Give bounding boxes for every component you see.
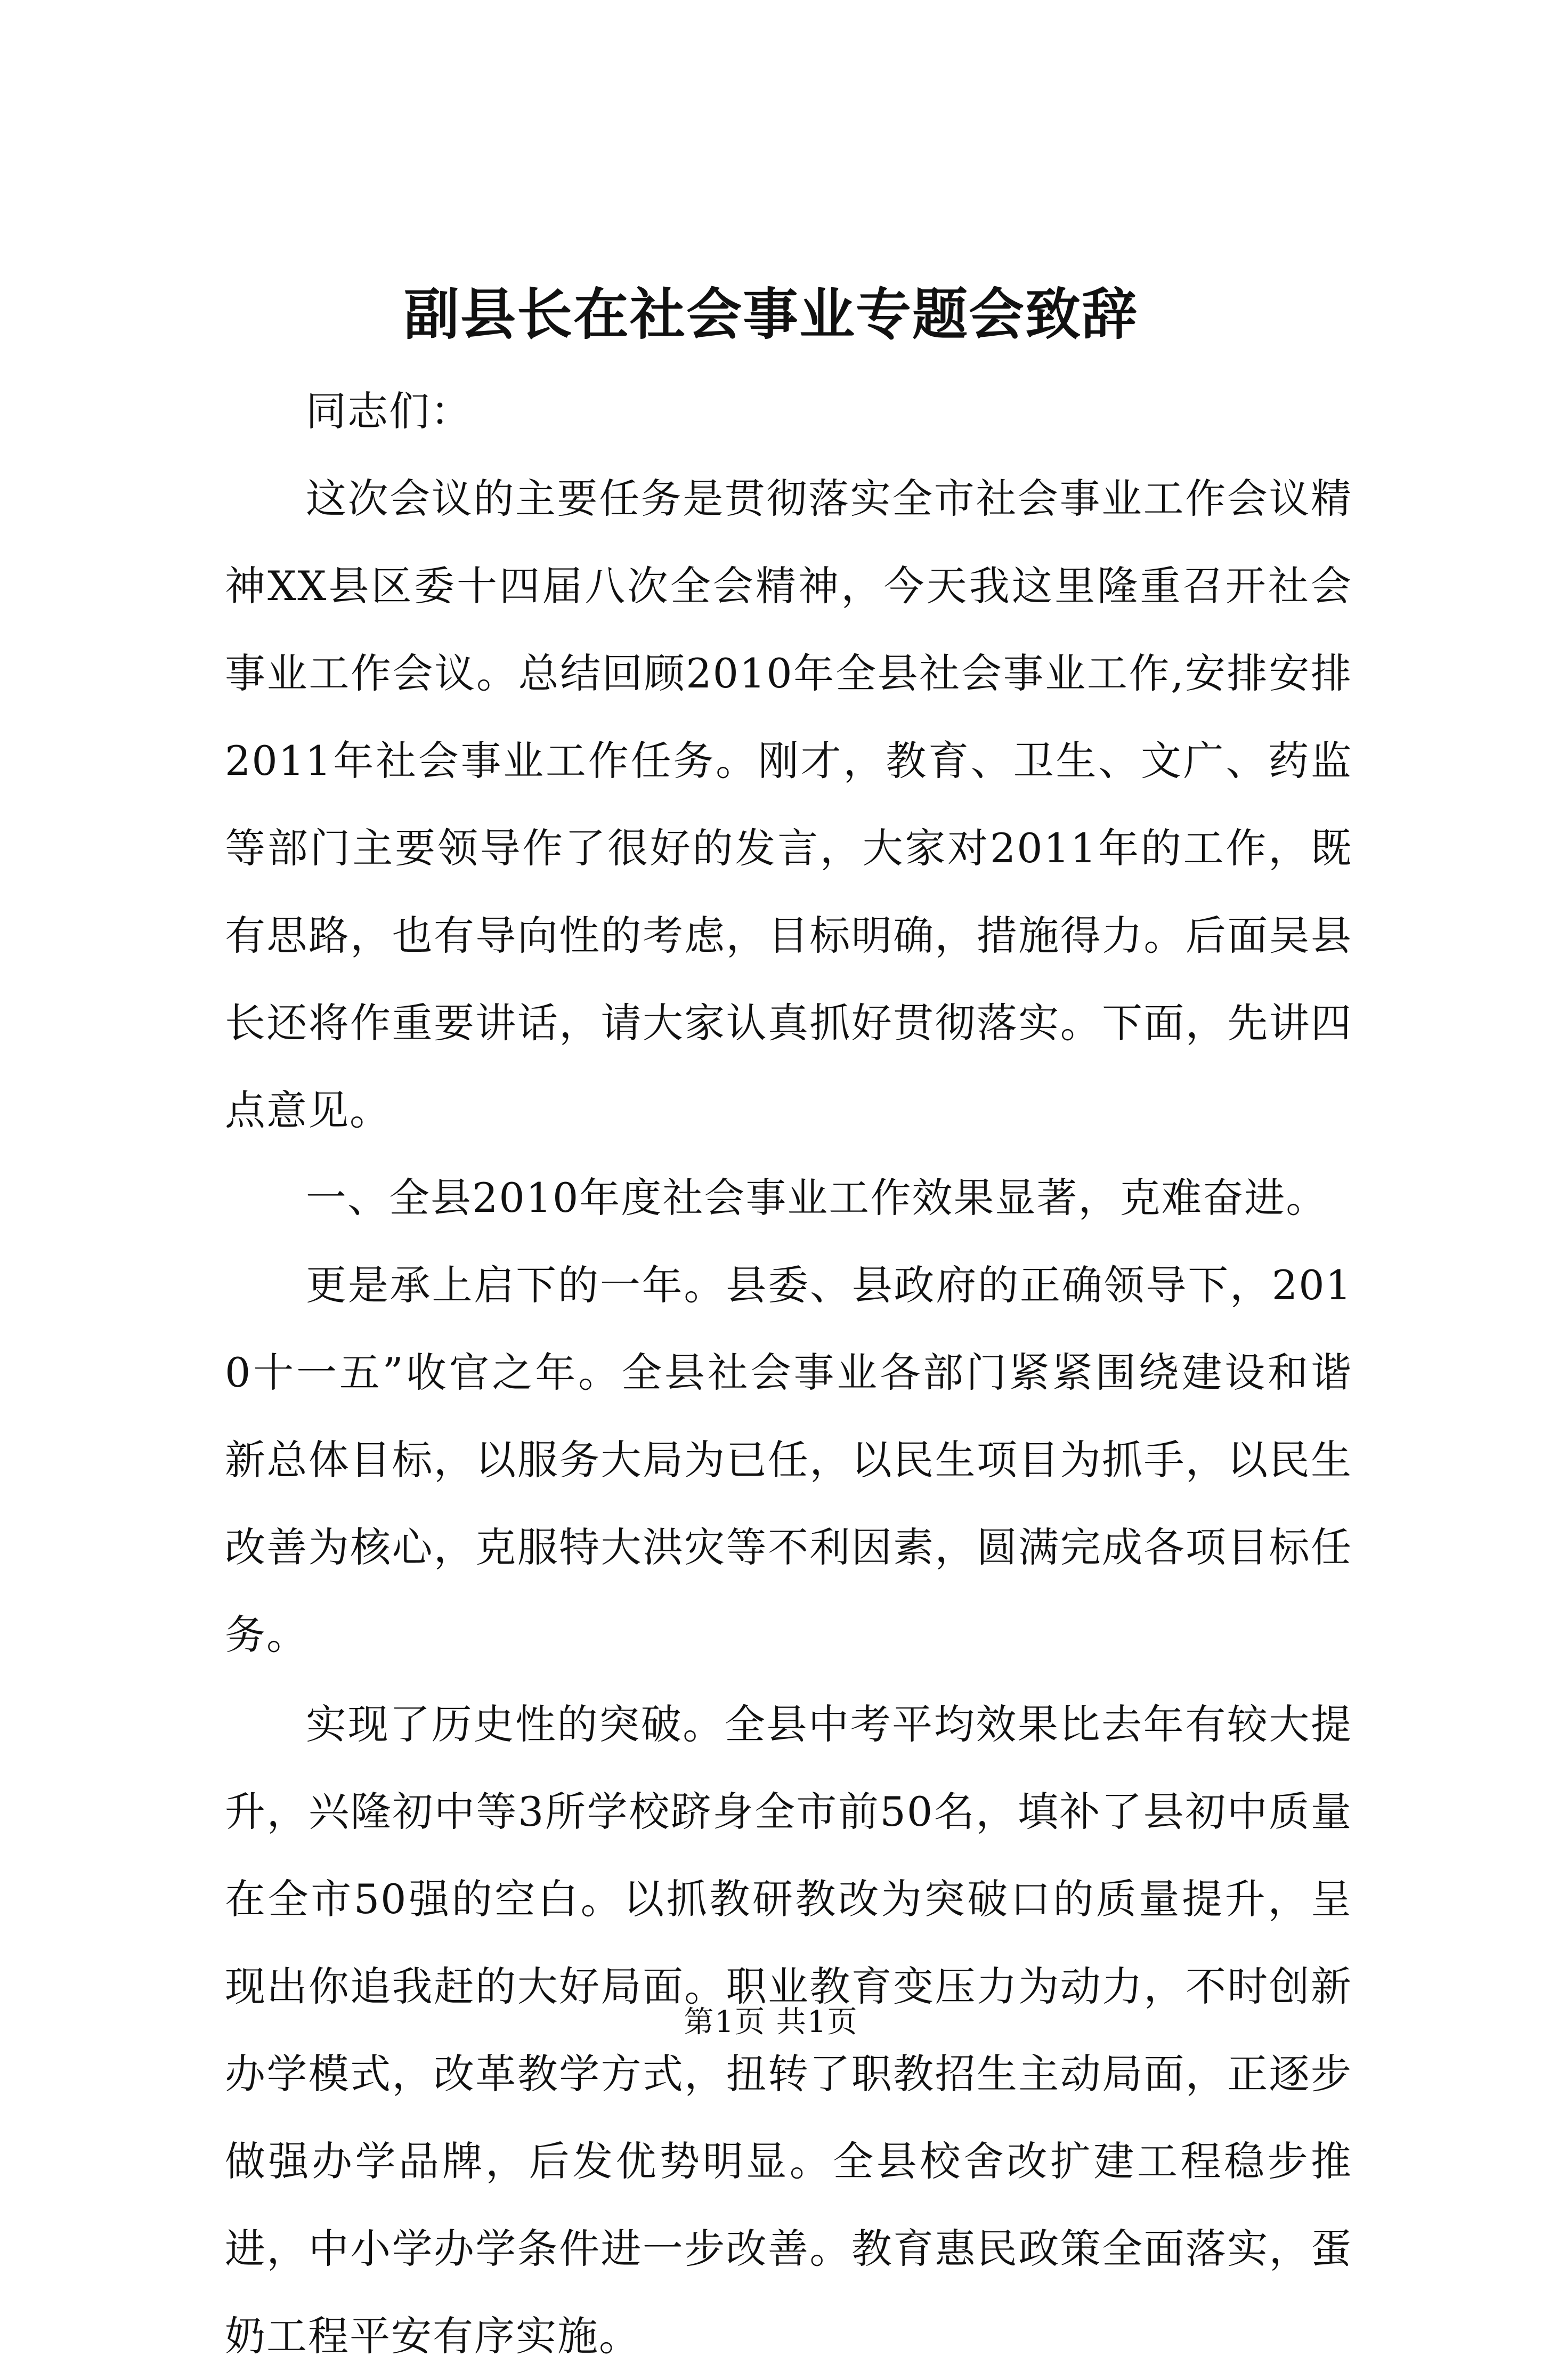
education-paragraph: 实现了历史性的突破。全县中考平均效果比去年有较大提升，兴隆初中等3所学校跻身全市前50名，填补了县初中质量在全市50强的空白。以抓教研教改为突破口的质量提升，呈现出你追我赶的大好局面。职业教育变压力为动力，不时创新办学模式，改革教学方式，扭转了职教招生主动局面，正逐步做强办学品牌，后发优势明显。全县校舍改扩建工程稳步推进，中小学办学条件进一步改善。教育惠民政策全面落实，蛋奶工程平安有序实施。 [225, 1701, 1352, 2360]
page-title: 副县长在社会事业专题会致辞 [403, 281, 1138, 347]
document-body [225, 368, 1352, 2380]
overview-paragraph: 更是承上启下的一年。县委、县政府的正确领导下，2010十一五”收官之年。全县社会事业各部门紧紧围绕建设和谐新总体目标，以服务大局为已任，以民生项目为抓手，以民生改善为核心，克服特大洪灾等不利因素，圆满完成各项目标任务。 [225, 1261, 1352, 1658]
intro-paragraph: 这次会议的主要任务是贯彻落实全市社会事业工作会议精神XX县区委十四届八次全会精神，今天我这里隆重召开社会事业工作会议。总结回顾2010年全县社会事业工作,安排安排2011年社会事业工作任务。刚才，教育、卫生、文广、药监等部门主要领导作了很好的发言，大家对2011年的工作，既有思路，也有导向性的考虑，目标明确，措施得力。后面吴县长还将作重要讲话，请大家认真抓好贯彻落实。下面，先讲四点意见。 [225, 475, 1352, 1134]
section-heading-paragraph: 一、全县2010年度社会事业工作效果显著，克难奋进。 [306, 1174, 1328, 1221]
salutation-paragraph: 同志们： [306, 387, 472, 435]
page-footer: 第1页 共1页 [684, 2005, 858, 2039]
